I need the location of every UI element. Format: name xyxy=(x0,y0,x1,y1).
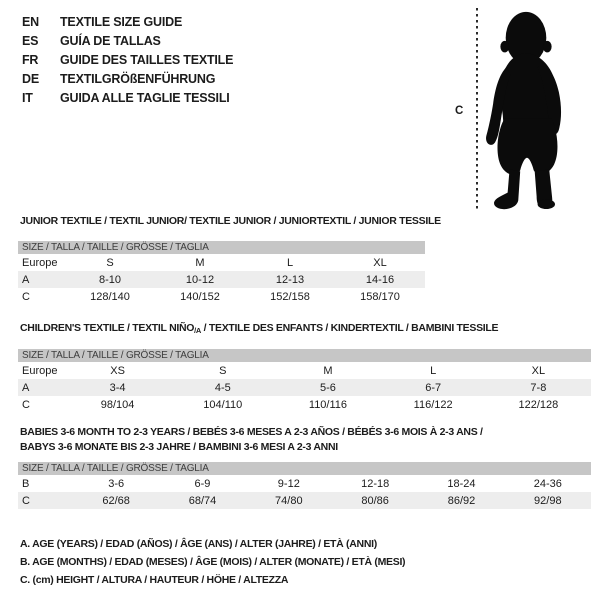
babies-section-title xyxy=(20,425,483,455)
junior-section-title: JUNIOR TEXTILE / TEXTIL JUNIOR/ TEXTILE JUNIOR / JUNIORTEXTIL / JUNIOR TESSILE xyxy=(20,215,441,227)
table-cell: L xyxy=(286,256,294,269)
table-row xyxy=(18,362,591,379)
table-cell: M xyxy=(323,364,333,377)
table-cell: 3-4 xyxy=(65,379,170,396)
babies-title-line1: BABIES 3-6 MONTH TO 2-3 YEARS / BEBÉS 3-6 MESES A 2-3 AÑOS / BÉBÉS 3-6 MOIS À 2-3 ANS / xyxy=(20,426,483,438)
table-cell: 62/68 xyxy=(73,492,159,509)
row-label: Europe xyxy=(22,256,58,269)
lang-row-en xyxy=(22,13,233,32)
lang-label: TEXTILGRÖßENFÜHRUNG xyxy=(60,72,216,86)
table-cell: 68/74 xyxy=(159,492,245,509)
table-cell: 12-13 xyxy=(245,271,335,288)
table-row xyxy=(18,271,425,288)
table-row xyxy=(18,492,591,509)
babies-table xyxy=(18,475,591,509)
table-cell: S xyxy=(106,256,114,269)
table-cell: 6-7 xyxy=(381,379,486,396)
legend-notes xyxy=(20,535,405,589)
table-cell: 9-12 xyxy=(277,477,300,490)
table-cell: M xyxy=(195,256,205,269)
lang-code: EN xyxy=(22,15,39,29)
table-cell: 128/140 xyxy=(90,290,130,303)
row-label: A xyxy=(18,379,65,396)
table-cell: L xyxy=(430,364,437,377)
table-cell: S xyxy=(219,364,227,377)
children-section-title xyxy=(20,321,498,338)
table-row xyxy=(18,475,591,492)
table-cell: 158/170 xyxy=(360,290,400,303)
lang-code: ES xyxy=(22,34,39,48)
lang-row-es xyxy=(22,32,233,51)
table-cell: 92/98 xyxy=(505,492,591,509)
height-measure-dotted-line xyxy=(476,8,478,211)
junior-table xyxy=(18,254,425,305)
table-cell: XL xyxy=(531,364,546,377)
table-cell: 140/152 xyxy=(180,290,220,303)
babies-size-header: SIZE / TALLA / TAILLE / GRÖSSE / TAGLIA xyxy=(18,462,591,475)
table-cell: 80/86 xyxy=(332,492,418,509)
row-label: B xyxy=(22,477,30,490)
row-label: C xyxy=(22,398,30,411)
table-cell: 4-5 xyxy=(170,379,275,396)
lang-row-fr xyxy=(22,51,233,70)
table-cell: 8-10 xyxy=(65,271,155,288)
table-cell: 12-18 xyxy=(361,477,390,490)
table-cell: 98/104 xyxy=(100,398,135,411)
note-age-years: A. AGE (YEARS) / EDAD (AÑOS) / ÂGE (ANS) / ALTER (JAHRE) / ETÀ (ANNI) xyxy=(20,538,377,550)
lang-code: FR xyxy=(22,53,39,67)
table-cell: 24-36 xyxy=(533,477,562,490)
table-cell: XL xyxy=(373,256,387,269)
lang-code: DE xyxy=(22,72,39,86)
lang-code: IT xyxy=(22,91,33,105)
table-cell: 116/122 xyxy=(413,398,453,411)
table-row xyxy=(18,288,425,305)
table-cell: 110/116 xyxy=(308,398,348,411)
children-title-post: / TEXTILE DES ENFANTS / KINDERTEXTIL / BAMBINI TESSILE xyxy=(201,322,499,334)
table-cell: 74/80 xyxy=(246,492,332,509)
row-label: Europe xyxy=(22,364,58,377)
lang-row-de xyxy=(22,70,233,89)
table-cell: 5-6 xyxy=(275,379,380,396)
language-list xyxy=(22,13,233,108)
children-title-subscript: /A xyxy=(194,326,202,335)
table-row xyxy=(18,254,425,271)
junior-size-header: SIZE / TALLA / TAILLE / GRÖSSE / TAGLIA xyxy=(18,241,425,254)
children-table xyxy=(18,362,591,413)
row-label: C xyxy=(22,290,30,303)
table-row xyxy=(18,379,591,396)
row-label: A xyxy=(18,271,65,288)
table-cell: 86/92 xyxy=(418,492,504,509)
lang-label: GUÍA DE TALLAS xyxy=(60,34,161,48)
lang-label: GUIDA ALLE TAGLIE TESSILI xyxy=(60,91,230,105)
table-cell: 18-24 xyxy=(447,477,476,490)
table-cell: 152/158 xyxy=(270,290,310,303)
table-cell: XS xyxy=(110,364,125,377)
children-title-pre: CHILDREN'S TEXTILE / TEXTIL NIÑO xyxy=(20,322,195,334)
table-cell: 14-16 xyxy=(335,271,425,288)
table-cell: 3-6 xyxy=(108,477,125,490)
baby-silhouette-icon xyxy=(482,7,570,210)
table-cell: 104/110 xyxy=(203,398,243,411)
lang-row-it xyxy=(22,89,233,108)
note-age-months: B. AGE (MONTHS) / EDAD (MESES) / ÂGE (MOIS) / ALTER (MONATE) / ETÀ (MESI) xyxy=(20,556,406,568)
height-measure-label: C xyxy=(455,105,464,117)
children-size-header: SIZE / TALLA / TAILLE / GRÖSSE / TAGLIA xyxy=(18,349,591,362)
table-cell: 10-12 xyxy=(155,271,245,288)
table-row xyxy=(18,396,591,413)
table-cell: 6-9 xyxy=(194,477,211,490)
row-label: C xyxy=(18,492,73,509)
table-cell: 122/128 xyxy=(518,398,559,411)
lang-label: GUIDE DES TAILLES TEXTILE xyxy=(60,53,234,67)
lang-label: TEXTILE SIZE GUIDE xyxy=(60,15,183,29)
babies-title-line2: BABYS 3-6 MONATE BIS 2-3 JAHRE / BAMBINI 3-6 MESI A 2-3 ANNI xyxy=(20,441,338,453)
note-height-cm: C. (cm) HEIGHT / ALTURA / HAUTEUR / HÖHE / ALTEZZA xyxy=(20,574,289,586)
table-cell: 7-8 xyxy=(486,379,591,396)
